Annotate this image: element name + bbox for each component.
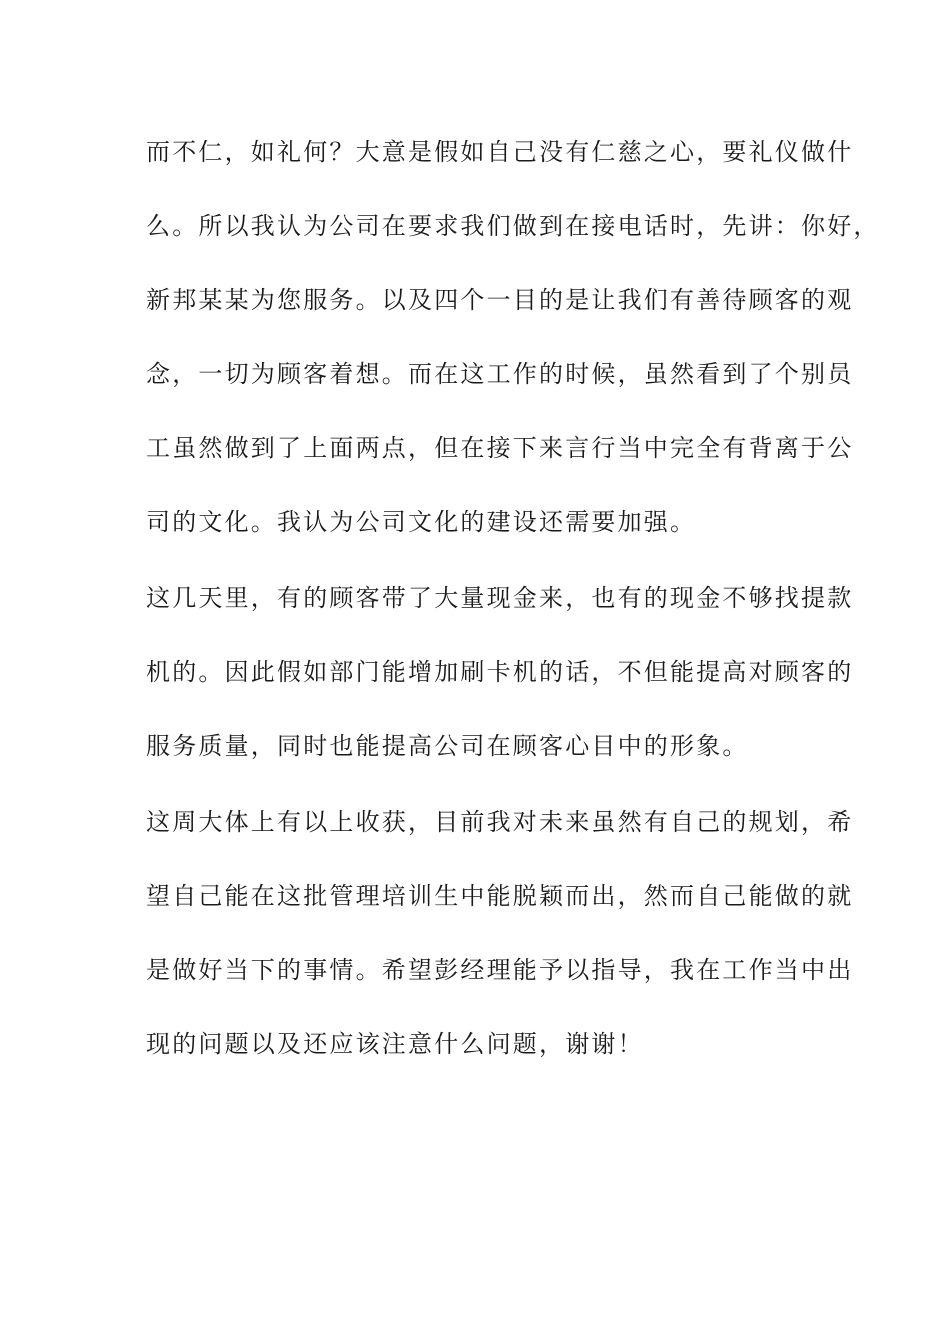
text-line-2: 么。所以我认为公司在要求我们做到在接电话时，先讲：你好， <box>146 212 880 240</box>
text-line-7: 这几天里，有的顾客带了大量现金来，也有的现金不够找提款 <box>146 584 854 612</box>
text-line-11: 望自己能在这批管理培训生中能脱颖而出，然而自己能做的就 <box>146 882 854 910</box>
text-line-5: 工虽然做到了上面两点，但在接下来言行当中完全有背离于公 <box>146 434 854 462</box>
text-line-12: 是做好当下的事情。希望彭经理能予以指导，我在工作当中出 <box>146 956 854 984</box>
text-line-3: 新邦某某为您服务。以及四个一目的是让我们有善待顾客的观 <box>146 286 854 314</box>
text-line-9: 服务质量，同时也能提高公司在顾客心目中的形象。 <box>146 732 749 760</box>
text-line-13: 现的问题以及还应该注意什么问题，谢谢！ <box>146 1030 644 1058</box>
text-line-1: 而不仁，如礼何？大意是假如自己没有仁慈之心，要礼仪做什 <box>146 138 854 166</box>
text-line-4: 念，一切为顾客着想。而在这工作的时候，虽然看到了个别员 <box>146 360 854 388</box>
text-line-6: 司的文化。我认为公司文化的建设还需要加强。 <box>146 508 697 536</box>
text-line-8: 机的。因此假如部门能增加刷卡机的话，不但能提高对顾客的 <box>146 658 854 686</box>
text-line-10: 这周大体上有以上收获，目前我对未来虽然有自己的规划，希 <box>146 808 854 836</box>
